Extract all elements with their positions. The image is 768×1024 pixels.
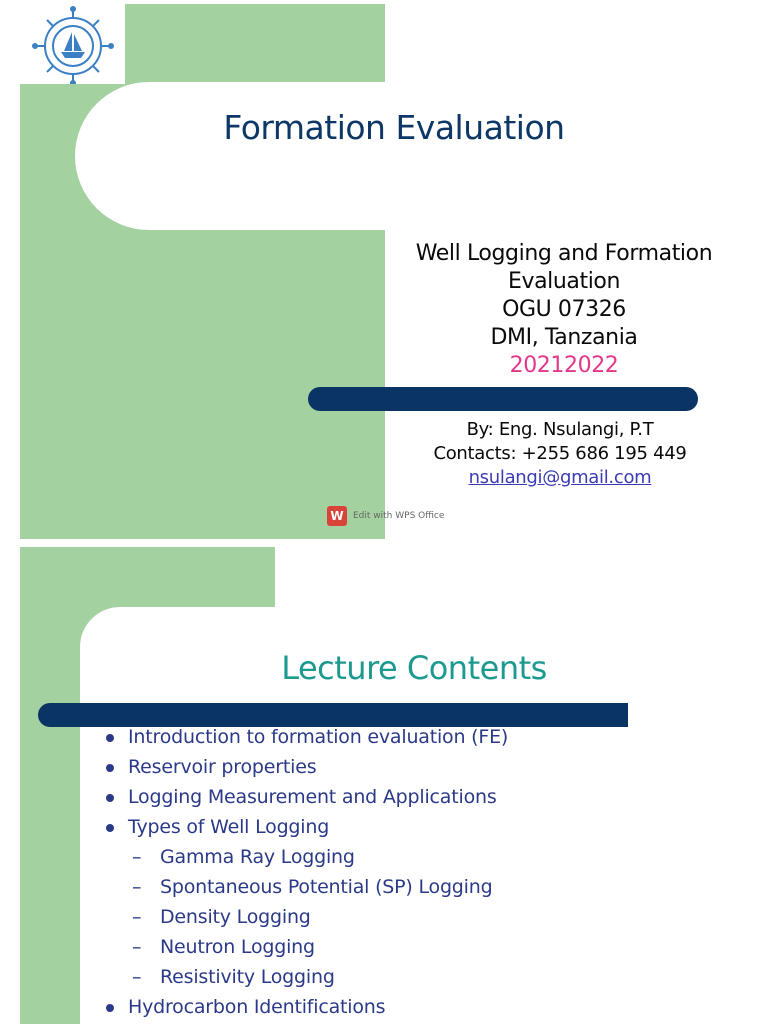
list-subitem: – Gamma Ray Logging — [132, 846, 355, 868]
divider-bar — [308, 387, 698, 411]
presentation-title: Formation Evaluation — [223, 108, 565, 147]
list-subitem: – Neutron Logging — [132, 936, 315, 958]
list-subitem: – Density Logging — [132, 906, 311, 928]
title-banner — [75, 82, 768, 230]
list-item: Types of Well Logging — [102, 812, 508, 842]
course-info — [390, 240, 738, 380]
wps-logo-icon: W — [327, 506, 347, 526]
subtitle-line-1: Well Logging and Formation — [415, 241, 713, 266]
ship-wheel-emblem-icon — [20, 4, 125, 84]
slide-2 — [20, 547, 768, 1024]
course-code: OGU 07326 — [502, 297, 626, 322]
list-item: Introduction to formation evaluation (FE) — [102, 722, 508, 752]
contents-list — [102, 722, 508, 1022]
academic-year: 20212022 — [509, 353, 619, 378]
slide-1 — [20, 4, 768, 539]
list-subitem: – Spontaneous Potential (SP) Logging — [132, 876, 493, 898]
wps-watermark — [327, 506, 444, 526]
author: By: Eng. Nsulangi, P.T — [466, 419, 654, 440]
wps-watermark-text: Edit with WPS Office — [353, 511, 445, 521]
subtitle-line-2: Evaluation — [507, 269, 621, 294]
list-item: Logging Measurement and Applications — [102, 782, 508, 812]
list-subitem: – Resistivity Logging — [132, 966, 335, 988]
email-link[interactable]: nsulangi@gmail.com — [468, 467, 652, 488]
contacts: Contacts: +255 686 195 449 — [433, 443, 687, 464]
institution-logo — [20, 4, 125, 84]
author-block — [410, 418, 710, 490]
section-title: Lecture Contents — [281, 649, 547, 687]
institution: DMI, Tanzania — [490, 325, 638, 350]
list-item: Hydrocarbon Identifications — [102, 992, 508, 1022]
list-item: Reservoir properties — [102, 752, 508, 782]
